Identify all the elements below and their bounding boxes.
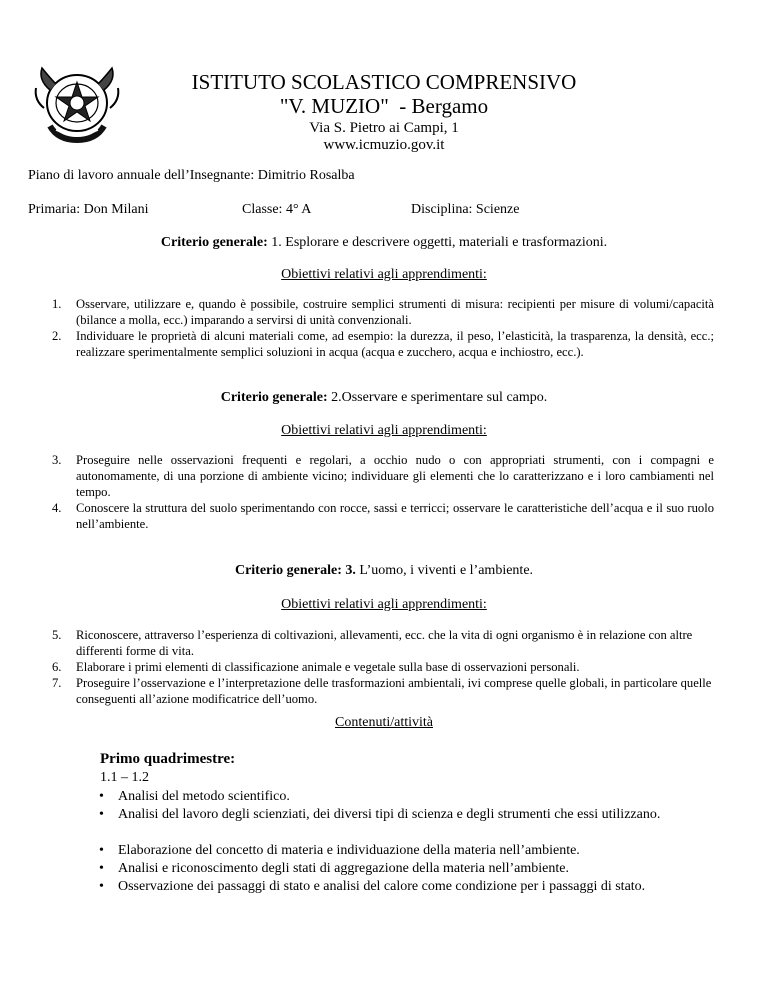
content-bullet: • Analisi e riconoscimento degli stati di aggregazione della materia nell’ambiente.: [99, 861, 569, 876]
criterion-label: Criterio generale:: [220, 390, 328, 405]
contents-title: Contenuti/attività: [335, 715, 433, 730]
school-branch: Primaria: Don Milani: [28, 202, 149, 217]
bullet-icon: •: [99, 789, 104, 804]
criterion-text: 2.Osservare e sperimentare sul campo.: [327, 390, 548, 405]
period-title: Primo quadrimestre:: [100, 751, 236, 767]
objectives-title-3: Obiettivi relativi agli apprendimenti:: [281, 597, 487, 612]
bullet-icon: •: [99, 879, 104, 894]
class-label: Classe: 4° A: [242, 202, 312, 217]
objective-item: 2. Individuare le proprietà di alcuni materiali come, ad esempio: la durezza, il peso, l’elasticità, la trasparenza, la densità, ecc.; realizzare sperimentalmente semplici soluzioni in acqua (acqua e zucchero, acqua e inchiostro, ecc.).: [52, 329, 714, 359]
criterion-label: Criterio generale:: [160, 235, 268, 250]
objectives-title-1: Obiettivi relativi agli apprendimenti:: [281, 267, 487, 282]
objective-item: 5. Riconoscere, attraverso l’esperienza di coltivazioni, allevamenti, ecc. che la vita di ogni organismo è in relazione con altre differenti forme di vita.: [52, 628, 693, 658]
objective-item: 7. Proseguire l’osservazione e l’interpretazione delle trasformazioni ambientali, ivi comprese quelle globali, in particolare quelle conseguenti all’azione modificatrice dell’uomo.: [52, 676, 712, 706]
criterion-text: L’uomo, i viventi e l’ambiente.: [355, 563, 534, 578]
criterion-2: [0, 389, 768, 406]
content-bullet: • Elaborazione del concetto di materia e individuazione della materia nell’ambiente.: [99, 843, 580, 858]
criterion-text: 1. Esplorare e descrivere oggetti, materiali e trasformazioni.: [267, 235, 608, 250]
criterion-3: [0, 562, 768, 579]
criterion-1: [0, 234, 768, 251]
objective-item: 6. Elaborare i primi elementi di classificazione animale e vegetale sulla base di osservazioni personali.: [52, 660, 580, 674]
objective-item: 3. Proseguire nelle osservazioni frequenti e regolari, a occhio nudo o con appropriati strumenti, con i compagni e autonomamente, di una porzione di ambiente vicino; individuare gli elementi che lo caratterizzano e i loro cambiamenti nel tempo.: [52, 453, 714, 499]
objectives-title-2: Obiettivi relativi agli apprendimenti:: [281, 423, 487, 438]
school-name-line2: "V. MUZIO" - Bergamo: [279, 94, 489, 118]
bullet-icon: •: [99, 861, 104, 876]
school-address: Via S. Pietro ai Campi, 1: [309, 120, 459, 136]
school-name-line1: ISTITUTO SCOLASTICO COMPRENSIVO: [191, 70, 577, 94]
content-bullet: • Analisi del metodo scientifico.: [99, 789, 290, 804]
objective-item: 4. Conoscere la struttura del suolo sperimentando con rocce, sassi e terricci; osservare le caratteristiche dell’acqua e il suo ruolo nell’ambiente.: [52, 501, 714, 531]
objective-item: 1. Osservare, utilizzare e, quando è possibile, costruire semplici strumenti di misura: recipienti per misure di volumi/capacità (bilance a molla, ecc.) imparando a servirsi di unità convenzionali.: [52, 297, 714, 327]
criterion-label: Criterio generale: 3.: [234, 563, 356, 578]
subject-label: Disciplina: Scienze: [411, 202, 520, 217]
content-bullet: • Analisi del lavoro degli scienziati, dei diversi tipi di scienza e degli strumenti che essi utilizzano.: [99, 807, 661, 822]
bullet-icon: •: [99, 807, 104, 822]
teacher-line: Piano di lavoro annuale dell’Insegnante: Dimitrio Rosalba: [28, 168, 355, 183]
bullet-icon: •: [99, 843, 104, 858]
school-website[interactable]: www.icmuzio.gov.it: [323, 137, 445, 153]
content-bullet: • Osservazione dei passaggi di stato e analisi del calore come condizione per i passaggi di stato.: [99, 879, 646, 894]
period-ref: 1.1 – 1.2: [100, 770, 149, 785]
